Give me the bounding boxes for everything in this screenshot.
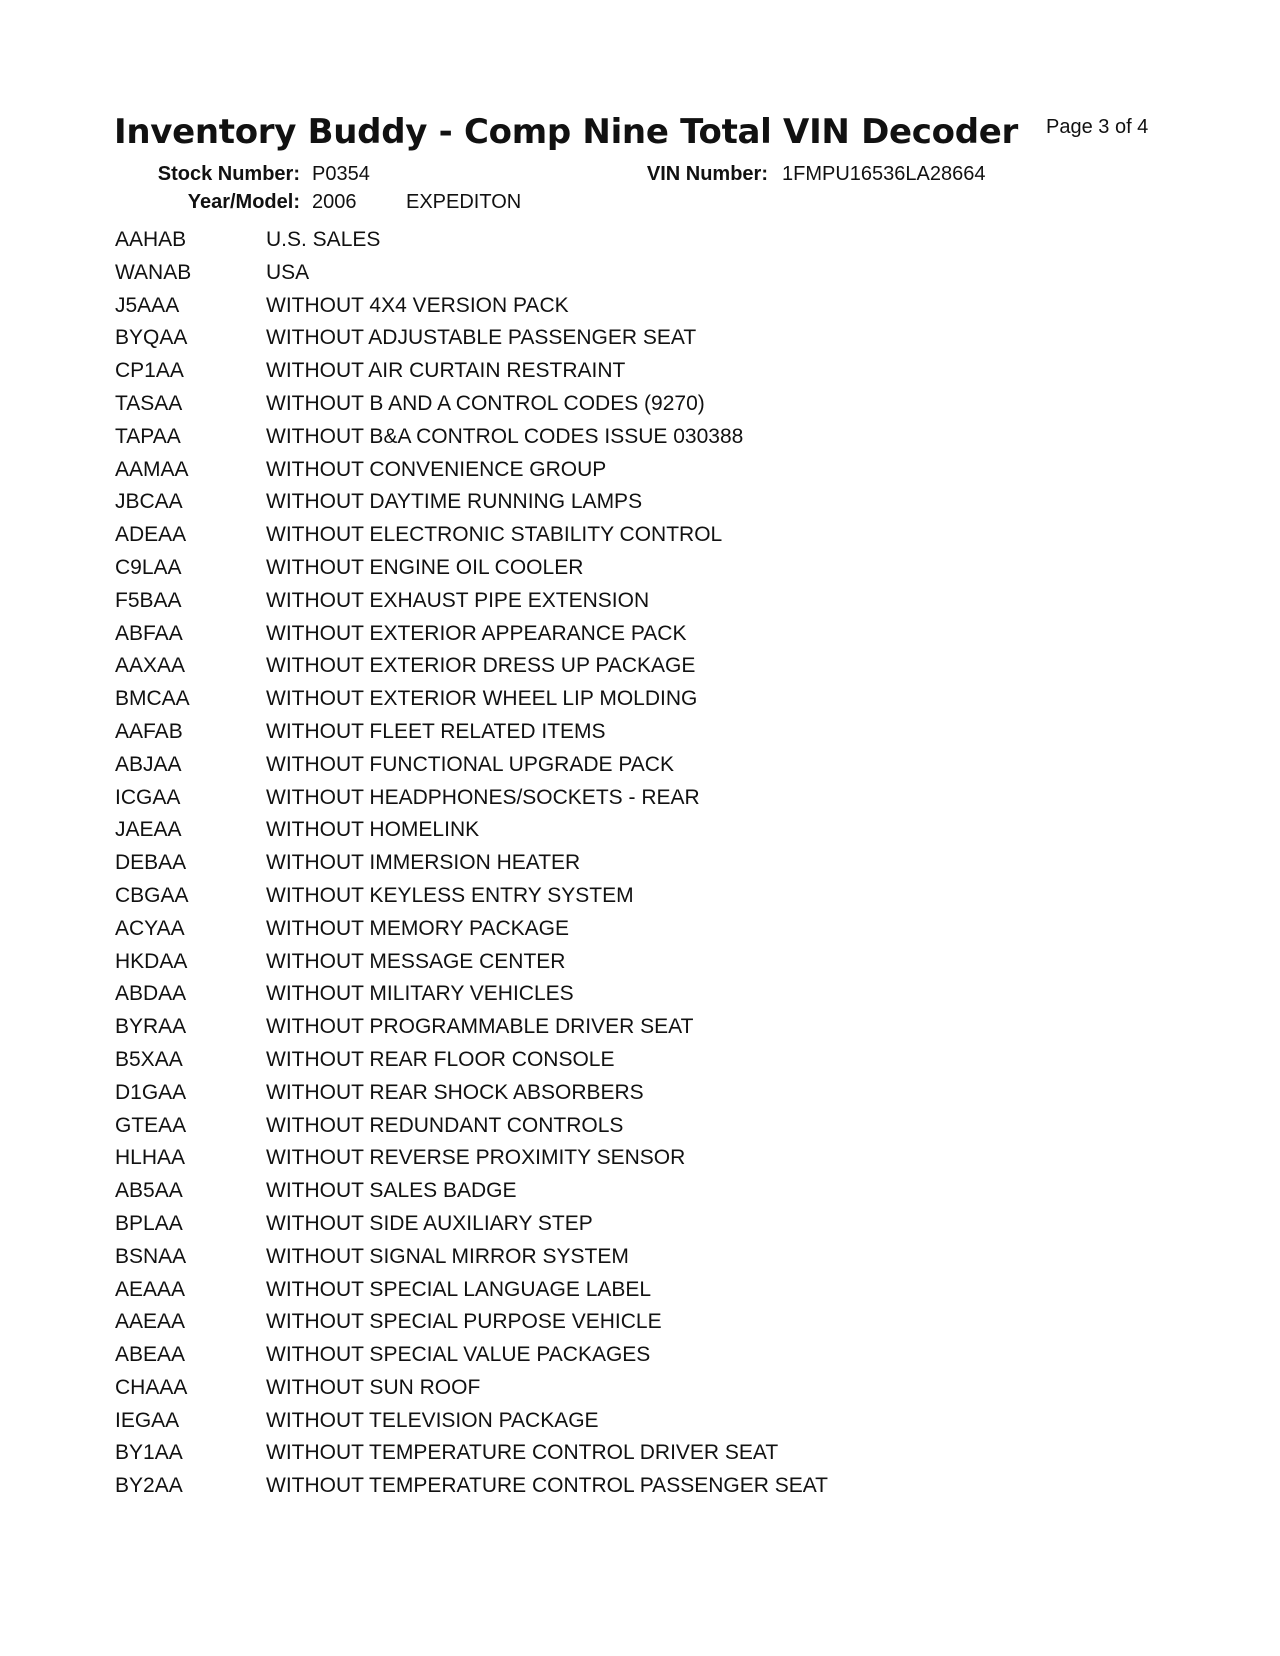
option-description: WITHOUT SPECIAL VALUE PACKAGES <box>266 1343 651 1367</box>
option-code-row <box>115 917 1115 950</box>
option-code: BY2AA <box>115 1474 183 1498</box>
option-description: WITHOUT EXHAUST PIPE EXTENSION <box>266 588 650 612</box>
option-description: WITHOUT SUN ROOF <box>266 1375 481 1399</box>
option-code: CBGAA <box>115 883 189 907</box>
option-code: D1GAA <box>115 1080 187 1104</box>
option-code: JBCAA <box>115 490 183 514</box>
option-code: CP1AA <box>115 359 184 383</box>
option-code: ACYAA <box>115 916 185 940</box>
option-code-row <box>115 556 1115 589</box>
model-value: EXPEDITON <box>406 191 522 213</box>
option-description: WITHOUT REAR SHOCK ABSORBERS <box>266 1080 644 1104</box>
option-code: B5XAA <box>115 1047 183 1071</box>
option-code: AAFAB <box>115 719 183 743</box>
option-code-row <box>115 818 1115 851</box>
option-code-row <box>115 1048 1115 1081</box>
option-code: AB5AA <box>115 1179 183 1203</box>
option-code-row <box>115 1474 1115 1507</box>
option-code-row <box>115 294 1115 327</box>
page-number: Page 3 of 4 <box>1046 116 1149 138</box>
option-code-row <box>115 753 1115 786</box>
option-description: WITHOUT ENGINE OIL COOLER <box>266 555 584 579</box>
option-code-row <box>115 622 1115 655</box>
document-title: Inventory Buddy - Comp Nine Total VIN Decoder <box>114 112 1018 152</box>
option-code-row <box>115 851 1115 884</box>
option-code: C9LAA <box>115 555 182 579</box>
option-code-row <box>115 359 1115 392</box>
option-code: F5BAA <box>115 588 182 612</box>
option-code: IEGAA <box>115 1408 180 1432</box>
option-code-row <box>115 1146 1115 1179</box>
stock-number-label: Stock Number: <box>157 163 300 185</box>
option-code: DEBAA <box>115 851 187 875</box>
option-code: AAMAA <box>115 457 189 481</box>
option-description: WITHOUT TEMPERATURE CONTROL DRIVER SEAT <box>266 1441 779 1465</box>
option-code-row <box>115 1409 1115 1442</box>
option-code-row <box>115 720 1115 753</box>
option-code: BMCAA <box>115 687 190 711</box>
option-description: WITHOUT HOMELINK <box>266 818 480 842</box>
option-description: WITHOUT DAYTIME RUNNING LAMPS <box>266 490 643 514</box>
option-code-row <box>115 687 1115 720</box>
option-code-row <box>115 458 1115 491</box>
option-description: WITHOUT REDUNDANT CONTROLS <box>266 1113 624 1137</box>
option-description: WITHOUT B AND A CONTROL CODES (9270) <box>266 391 705 415</box>
option-code: J5AAA <box>115 293 180 317</box>
option-code: TASAA <box>115 391 183 415</box>
option-code: ABDAA <box>115 982 187 1006</box>
option-description: WITHOUT ADJUSTABLE PASSENGER SEAT <box>266 326 697 350</box>
option-description: WITHOUT FUNCTIONAL UPGRADE PACK <box>266 752 674 776</box>
option-code-row <box>115 1376 1115 1409</box>
option-code: AAXAA <box>115 654 186 678</box>
option-code-row <box>115 1343 1115 1376</box>
option-code-row <box>115 1245 1115 1278</box>
option-description: WITHOUT MEMORY PACKAGE <box>266 916 569 940</box>
option-description: WITHOUT CONVENIENCE GROUP <box>266 457 607 481</box>
option-code-row <box>115 1015 1115 1048</box>
year-value: 2006 <box>312 191 357 213</box>
option-code: ABJAA <box>115 752 182 776</box>
stock-number-value: P0354 <box>312 163 370 185</box>
option-code: ABFAA <box>115 621 183 645</box>
option-code: TAPAA <box>115 424 181 448</box>
option-code: HKDAA <box>115 949 188 973</box>
option-code-row <box>115 1212 1115 1245</box>
option-description: WITHOUT B&A CONTROL CODES ISSUE 030388 <box>266 424 744 448</box>
option-description: WITHOUT TEMPERATURE CONTROL PASSENGER SEAT <box>266 1474 829 1498</box>
option-code: AAEAA <box>115 1310 186 1334</box>
option-description: WITHOUT PROGRAMMABLE DRIVER SEAT <box>266 1015 694 1039</box>
option-code-row <box>115 1081 1115 1114</box>
option-description: WITHOUT TELEVISION PACKAGE <box>266 1408 599 1432</box>
option-code: ABEAA <box>115 1343 186 1367</box>
option-code: AEAAA <box>115 1277 186 1301</box>
option-code-row <box>115 589 1115 622</box>
option-code: JAEAA <box>115 818 182 842</box>
option-description: WITHOUT SPECIAL LANGUAGE LABEL <box>266 1277 652 1301</box>
option-code-row <box>115 228 1115 261</box>
vin-number-value: 1FMPU16536LA28664 <box>782 163 986 185</box>
option-description: WITHOUT MESSAGE CENTER <box>266 949 566 973</box>
option-code: BYQAA <box>115 326 188 350</box>
option-description: WITHOUT FLEET RELATED ITEMS <box>266 719 606 743</box>
option-code-row <box>115 1114 1115 1147</box>
option-code-list <box>115 228 1115 1507</box>
option-code-row <box>115 1179 1115 1212</box>
option-description: WITHOUT ELECTRONIC STABILITY CONTROL <box>266 523 723 547</box>
option-code-row <box>115 950 1115 983</box>
option-code-row <box>115 425 1115 458</box>
option-description: WITHOUT EXTERIOR DRESS UP PACKAGE <box>266 654 696 678</box>
option-description: WITHOUT KEYLESS ENTRY SYSTEM <box>266 883 634 907</box>
option-code: BYRAA <box>115 1015 187 1039</box>
year-model-label: Year/Model: <box>187 191 300 213</box>
option-description: WITHOUT IMMERSION HEATER <box>266 851 581 875</box>
option-description: WITHOUT EXTERIOR APPEARANCE PACK <box>266 621 687 645</box>
option-code: WANAB <box>115 260 192 284</box>
option-code-row <box>115 884 1115 917</box>
option-code: GTEAA <box>115 1113 187 1137</box>
option-description: WITHOUT HEADPHONES/SOCKETS - REAR <box>266 785 700 809</box>
option-code: ICGAA <box>115 785 181 809</box>
option-code: BSNAA <box>115 1244 187 1268</box>
option-description: U.S. SALES <box>266 228 381 251</box>
option-description: USA <box>266 260 310 284</box>
option-code-row <box>115 326 1115 359</box>
option-code-row <box>115 786 1115 819</box>
option-code: HLHAA <box>115 1146 186 1170</box>
option-code: ADEAA <box>115 523 187 547</box>
option-description: WITHOUT SIDE AUXILIARY STEP <box>266 1211 593 1235</box>
option-description: WITHOUT REAR FLOOR CONSOLE <box>266 1047 615 1071</box>
vin-number-label: VIN Number: <box>646 163 768 185</box>
option-description: WITHOUT AIR CURTAIN RESTRAINT <box>266 359 626 383</box>
option-code: BPLAA <box>115 1211 183 1235</box>
option-description: WITHOUT SALES BADGE <box>266 1179 517 1203</box>
option-code-row <box>115 1441 1115 1474</box>
option-code-row <box>115 261 1115 294</box>
option-code-row <box>115 523 1115 556</box>
option-description: WITHOUT EXTERIOR WHEEL LIP MOLDING <box>266 687 698 711</box>
option-code: BY1AA <box>115 1441 183 1465</box>
option-description: WITHOUT SIGNAL MIRROR SYSTEM <box>266 1244 629 1268</box>
option-description: WITHOUT 4X4 VERSION PACK <box>266 293 569 317</box>
option-description: WITHOUT SPECIAL PURPOSE VEHICLE <box>266 1310 662 1334</box>
option-description: WITHOUT MILITARY VEHICLES <box>266 982 574 1006</box>
option-code: CHAAA <box>115 1375 188 1399</box>
option-description: WITHOUT REVERSE PROXIMITY SENSOR <box>266 1146 686 1170</box>
option-code-row <box>115 490 1115 523</box>
option-code-row <box>115 982 1115 1015</box>
option-code-row <box>115 1278 1115 1311</box>
option-code-row <box>115 654 1115 687</box>
option-code-row <box>115 392 1115 425</box>
option-code-row <box>115 1310 1115 1343</box>
option-code: AAHAB <box>115 228 187 251</box>
